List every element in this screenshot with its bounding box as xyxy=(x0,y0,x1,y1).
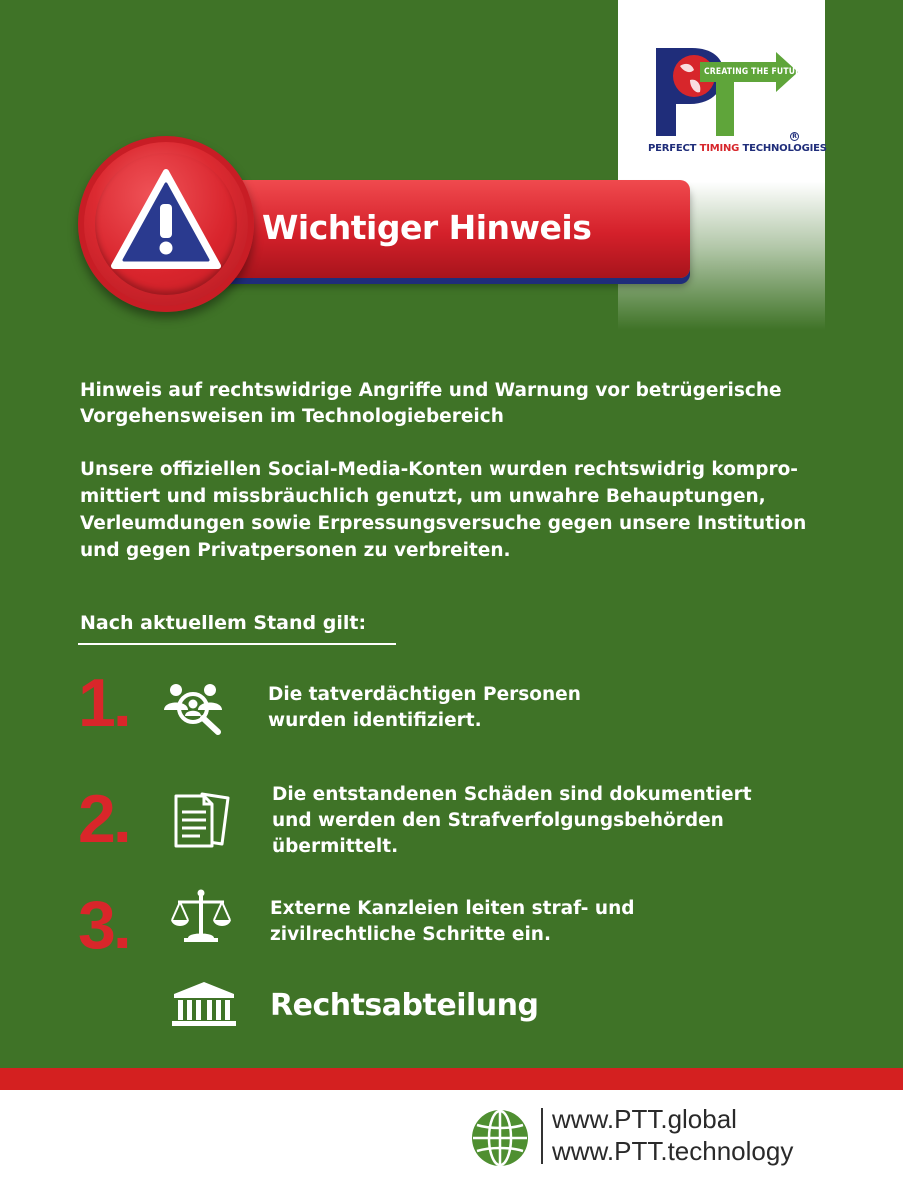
department-label: Rechtsabteilung xyxy=(270,988,539,1023)
banner-title: Wichtiger Hinweis xyxy=(262,208,592,247)
logo-panel xyxy=(618,0,825,330)
intro-text: Hinweis auf rechtswidrige Angriffe und Warnung vor betrügerische Vorgehensweisen im Technologiebereich xyxy=(80,380,782,427)
item-text: Externe Kanzleien leiten straf- und zivilrechtliche Schritte ein. xyxy=(270,898,635,945)
warning-banner xyxy=(78,136,618,316)
scales-of-justice-icon xyxy=(170,888,232,944)
item-number: 1. xyxy=(78,665,129,741)
item-number: 3. xyxy=(78,887,129,963)
documents-icon xyxy=(172,788,236,850)
globe-icon xyxy=(470,1108,530,1168)
registered-mark: R xyxy=(790,132,799,141)
logo-company-name: PERFECT TIMING TECHNOLOGIES xyxy=(648,143,827,154)
banner-circle xyxy=(78,136,254,312)
section-title: Nach aktuellem Stand gilt: xyxy=(80,612,367,634)
item-text: Die tatverdächtigen Personen wurden identifiziert. xyxy=(268,684,581,731)
footer-url-technology[interactable]: www.PTT.technology xyxy=(552,1136,794,1166)
section-underline xyxy=(78,643,396,645)
footer-divider xyxy=(541,1108,543,1164)
person-search-icon xyxy=(162,680,228,736)
item-text: Die entstandenen Schäden sind dokumentiert und werden den Strafverfolgungsbehörden übermittelt. xyxy=(272,784,752,857)
courthouse-icon xyxy=(170,980,238,1028)
ptt-logo-icon xyxy=(650,40,800,140)
footer-url-global[interactable]: www.PTT.global xyxy=(552,1104,737,1134)
warning-triangle-icon xyxy=(110,168,222,272)
body-text: Unsere offiziellen Social-Media-Konten wurden rechtswidrig kompro- mittiert und missbräuchlich genutzt, um unwahre Behauptungen, Verleumdungen sowie Erpressungsversuche gegen unsere Institution und gegen Privatpersonen zu verbreiten. xyxy=(80,459,807,561)
logo-tagline: CREATING THE FUTURE xyxy=(704,67,807,77)
item-number: 2. xyxy=(78,781,129,857)
footer-red-strip xyxy=(0,1068,903,1090)
